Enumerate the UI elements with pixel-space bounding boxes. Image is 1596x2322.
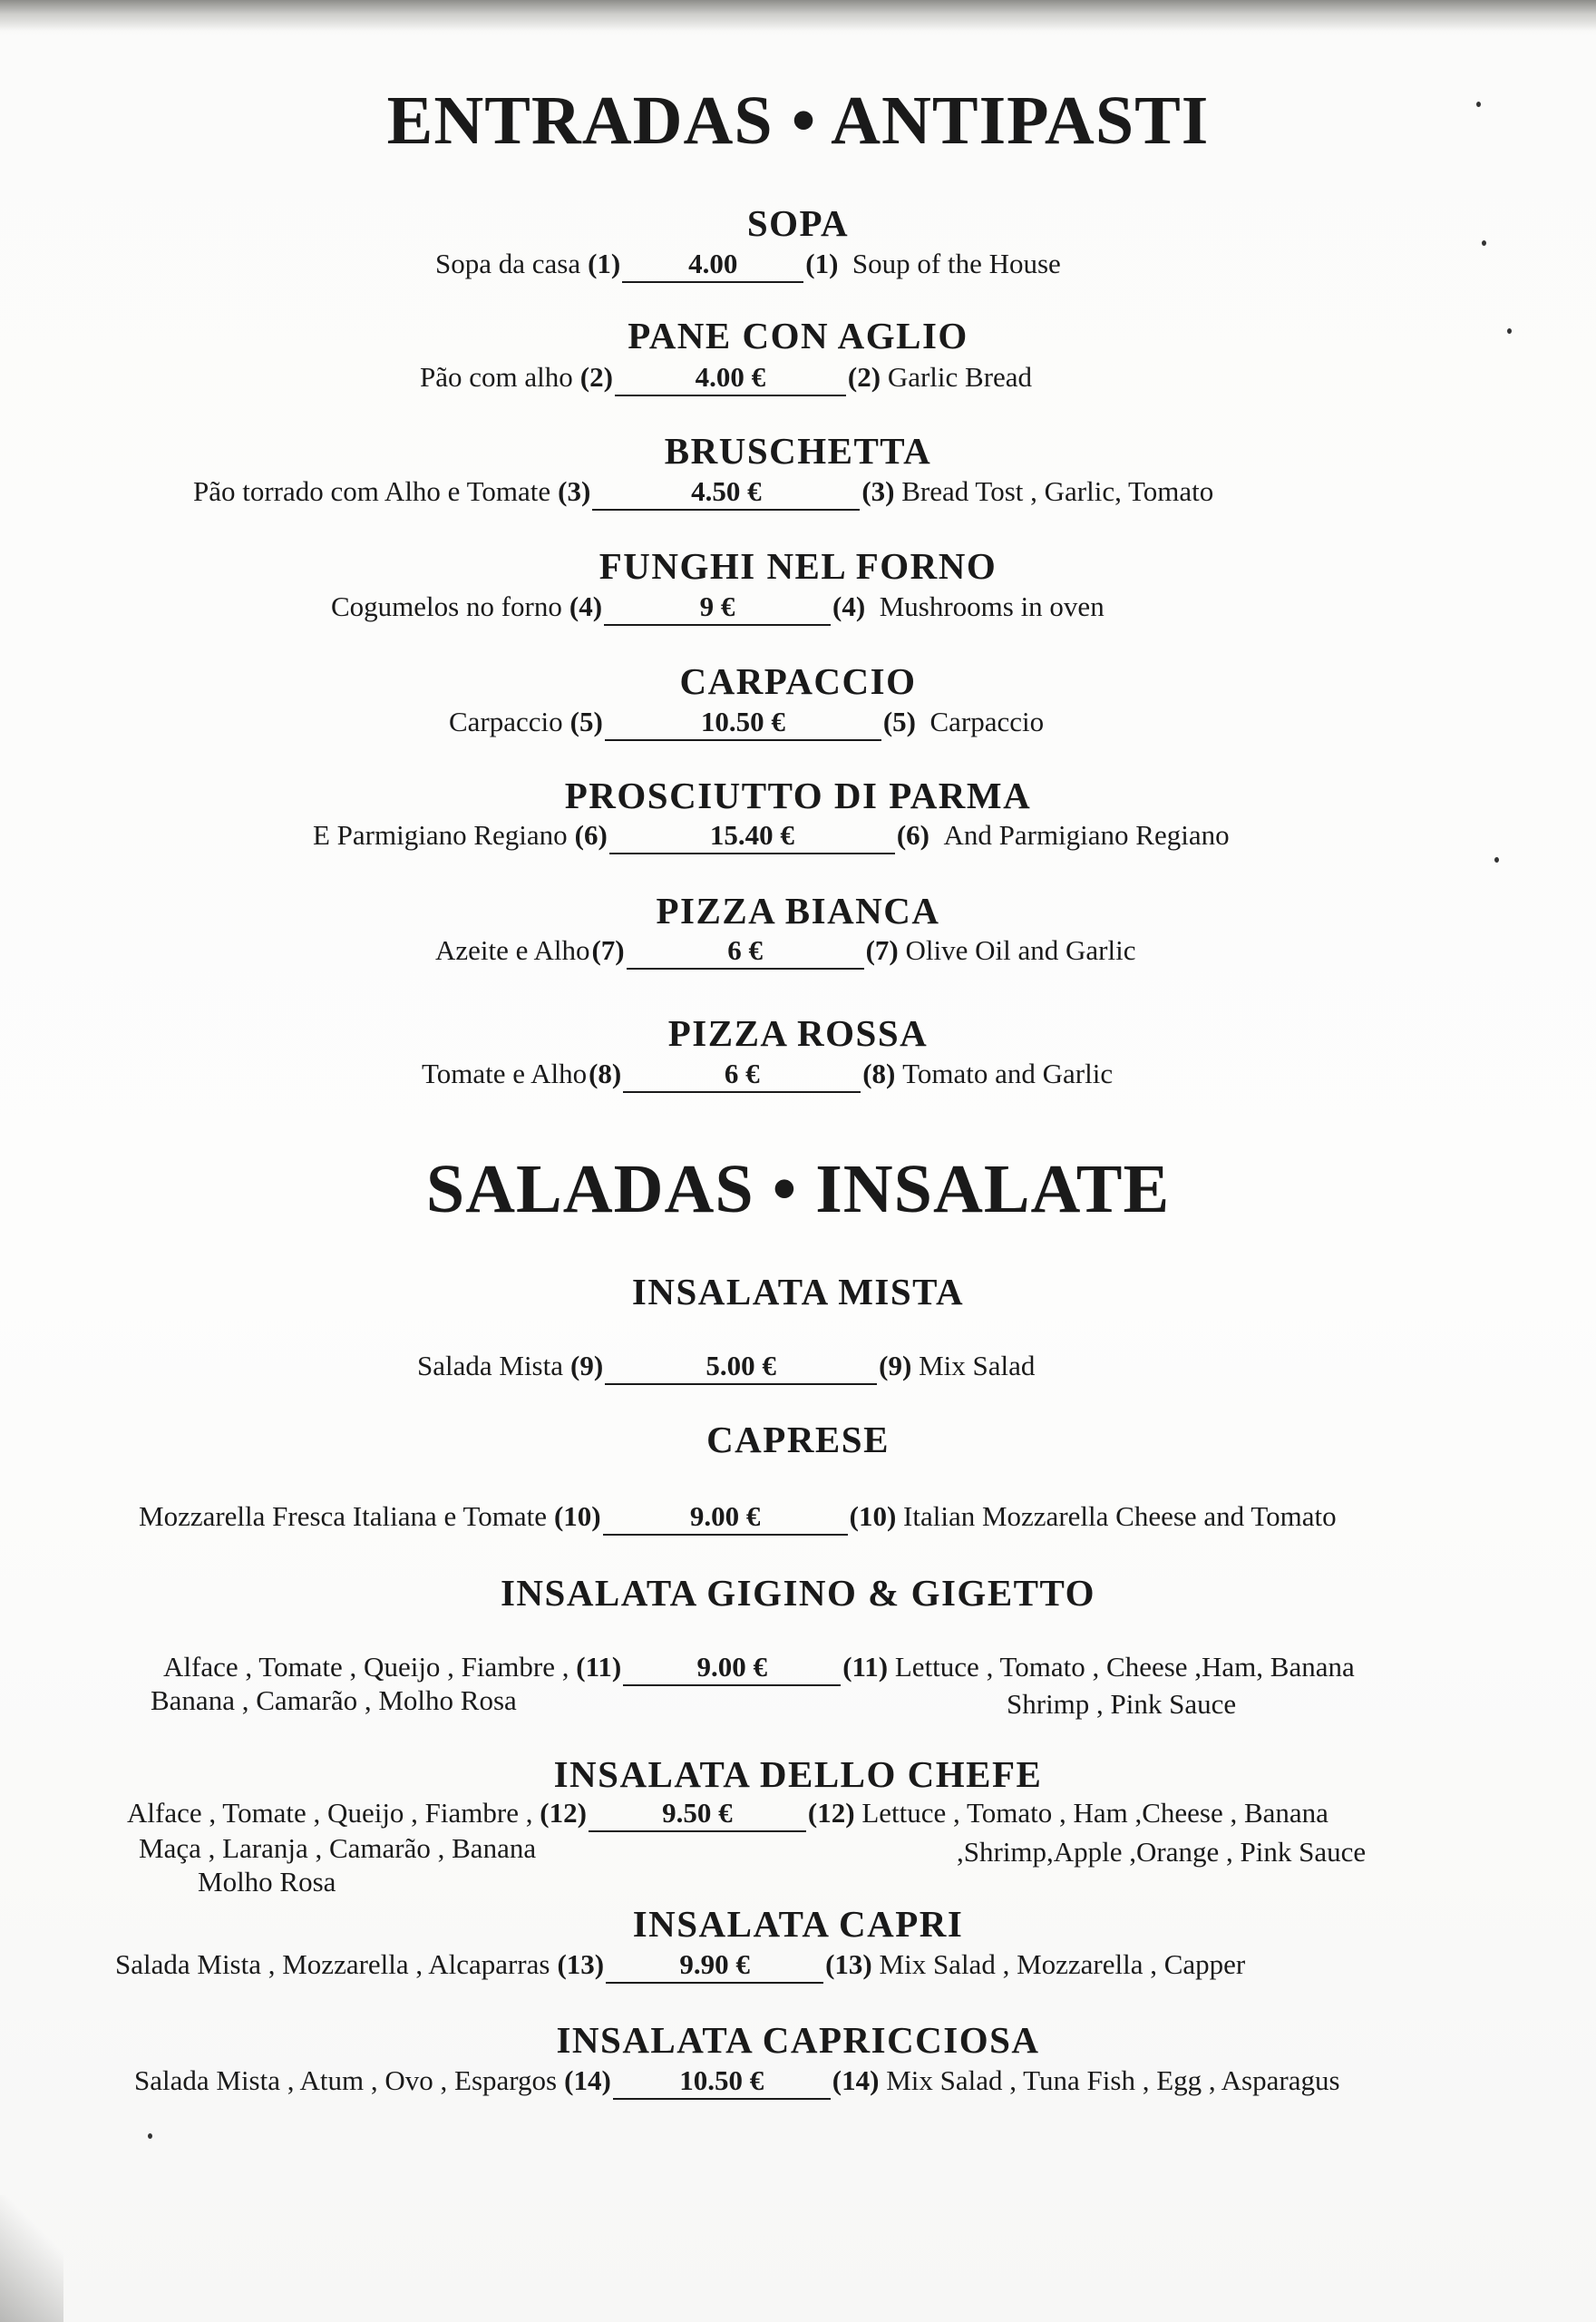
dish-english: Mix Salad , Tuna Fish , Egg , Asparagus [886, 2064, 1340, 2096]
dish-portuguese: Pão torrado com Alho e Tomate [193, 475, 551, 507]
dish-portuguese: Sopa da casa [435, 248, 581, 279]
dish-english: Tomato and Garlic [902, 1058, 1114, 1089]
dish-number-en: (7) [865, 934, 899, 966]
dish-price: 4.00 [622, 249, 803, 283]
dish-number-en: (5) [882, 706, 916, 737]
dish-price: 9.00 € [623, 1653, 841, 1686]
dish-number-en: (13) [825, 1948, 872, 1980]
dish-name: PROSCIUTTO DI PARMA [564, 775, 1032, 816]
dish-line [449, 707, 1044, 741]
dish-name: PIZZA ROSSA [667, 1012, 929, 1054]
dish-price: 15.40 € [609, 821, 895, 854]
dish-number-en: (8) [862, 1058, 896, 1089]
section-title-entradas: ENTRADAS • ANTIPASTI [386, 83, 1210, 159]
dish-english: And Parmigiano Regiano [943, 819, 1230, 851]
dish-number-en: (14) [832, 2064, 880, 2096]
dish-english: Carpaccio [929, 706, 1045, 737]
dish-number: (9) [570, 1350, 604, 1381]
dish-number-en: (9) [879, 1350, 912, 1381]
dish-portuguese: Salada Mista [417, 1350, 563, 1381]
dish-price: 6 € [627, 936, 864, 970]
dish-number: (5) [569, 706, 603, 737]
dish-english: Garlic Bread [887, 361, 1033, 393]
dish-number-en: (6) [896, 819, 929, 851]
dish-portuguese: Salada Mista , Atum , Ovo , Espargos [134, 2064, 558, 2096]
dish-number: (8) [589, 1058, 622, 1089]
dish-number: (13) [557, 1948, 605, 1980]
dish-english: Mushrooms in oven [879, 590, 1105, 622]
dish-english: Soup of the House [852, 248, 1061, 279]
dish-english-line-2: ,Shrimp,Apple ,Orange , Pink Sauce [957, 1836, 1367, 1868]
dish-english: Mix Salad [919, 1350, 1036, 1381]
dish-number: (12) [540, 1797, 587, 1829]
dish-line [163, 1653, 1355, 1686]
dish-line [417, 1351, 1035, 1385]
dish-portuguese: Salada Mista , Mozzarella , Alcaparras [115, 1948, 550, 1980]
dish-name: BRUSCHETTA [664, 430, 932, 472]
dish-name: PANE CON AGLIO [628, 315, 968, 356]
dish-name: INSALATA CAPRI [632, 1903, 964, 1945]
paper-corner-shadow [0, 2195, 63, 2322]
dish-price: 6 € [623, 1059, 861, 1093]
dish-english: Italian Mozzarella Cheese and Tomato [903, 1500, 1337, 1532]
dish-portuguese: Cogumelos no forno [331, 590, 562, 622]
dish-price: 5.00 € [605, 1351, 877, 1385]
dish-number-en: (3) [861, 475, 895, 507]
dish-english: Bread Tost , Garlic, Tomato [901, 475, 1214, 507]
dish-price: 9 € [604, 592, 831, 626]
dish-number: (10) [553, 1500, 601, 1532]
dish-english: Lettuce , Tomato , Ham ,Cheese , Banana [861, 1797, 1328, 1829]
dish-portuguese-line-2: Banana , Camarão , Molho Rosa [151, 1684, 517, 1716]
dish-line [134, 2066, 1340, 2100]
dish-price: 10.50 € [613, 2066, 831, 2100]
dish-portuguese-line-2: Maça , Laranja , Camarão , Banana [139, 1832, 537, 1864]
dish-number-en: (2) [847, 361, 881, 393]
paper-speck [148, 2133, 152, 2139]
dish-line [420, 363, 1032, 396]
dish-number: (1) [588, 248, 621, 279]
dish-name: INSALATA DELLO CHEFE [553, 1753, 1043, 1795]
dish-name: INSALATA GIGINO & GIGETTO [500, 1572, 1096, 1614]
dish-english: Mix Salad , Mozzarella , Capper [879, 1948, 1246, 1980]
dish-line [422, 1059, 1113, 1093]
dish-price: 10.50 € [605, 707, 881, 741]
dish-name: CAPRESE [706, 1419, 890, 1460]
dish-number: (4) [569, 590, 603, 622]
dish-line [115, 1950, 1245, 1984]
dish-number: (7) [591, 934, 625, 966]
dish-english: Lettuce , Tomato , Cheese ,Ham, Banana [894, 1651, 1355, 1683]
dish-number: (2) [579, 361, 613, 393]
dish-price: 4.50 € [592, 477, 860, 511]
dish-portuguese: Tomate e Alho [422, 1058, 588, 1089]
dish-line [139, 1502, 1337, 1536]
dish-number-en: (10) [849, 1500, 897, 1532]
dish-price: 9.90 € [606, 1950, 823, 1984]
dish-portuguese: Pão com alho [420, 361, 573, 393]
dish-line [127, 1799, 1328, 1832]
dish-number-en: (1) [805, 248, 839, 279]
dish-number-en: (4) [832, 590, 866, 622]
dish-line [435, 249, 1061, 283]
dish-name: INSALATA MISTA [631, 1271, 965, 1312]
dish-english-line-2: Shrimp , Pink Sauce [1007, 1688, 1237, 1720]
dish-line [435, 936, 1135, 970]
dish-price: 9.50 € [589, 1799, 806, 1832]
dish-name: SOPA [746, 202, 850, 244]
dish-portuguese-line-3: Molho Rosa [198, 1866, 336, 1898]
dish-name: FUNGHI NEL FORNO [598, 545, 998, 587]
dish-portuguese: Alface , Tomate , Queijo , Fiambre , [127, 1797, 533, 1829]
dish-english: Olive Oil and Garlic [905, 934, 1136, 966]
dish-portuguese: E Parmigiano Regiano [313, 819, 568, 851]
dish-line [313, 821, 1230, 854]
section-title-saladas: SALADAS • INSALATE [425, 1151, 1171, 1227]
paper-speck [1494, 857, 1499, 863]
dish-portuguese: Mozzarella Fresca Italiana e Tomate [139, 1500, 547, 1532]
dish-portuguese: Carpaccio [449, 706, 563, 737]
dish-number-en: (12) [807, 1797, 855, 1829]
dish-number: (6) [574, 819, 608, 851]
dish-price: 4.00 € [615, 363, 846, 396]
dish-number: (3) [558, 475, 591, 507]
dish-number-en: (11) [842, 1651, 889, 1683]
dish-number: (11) [576, 1651, 622, 1683]
dish-line [193, 477, 1213, 511]
dish-name: INSALATA CAPRICCIOSA [556, 2019, 1040, 2061]
paper-top-edge [0, 0, 1596, 31]
dish-name: CARPACCIO [679, 660, 917, 702]
dish-name: PIZZA BIANCA [656, 890, 940, 932]
dish-portuguese: Azeite e Alho [435, 934, 590, 966]
dish-number: (14) [564, 2064, 611, 2096]
dish-price: 9.00 € [603, 1502, 848, 1536]
dish-line [331, 592, 1105, 626]
dish-portuguese: Alface , Tomate , Queijo , Fiambre , [163, 1651, 569, 1683]
